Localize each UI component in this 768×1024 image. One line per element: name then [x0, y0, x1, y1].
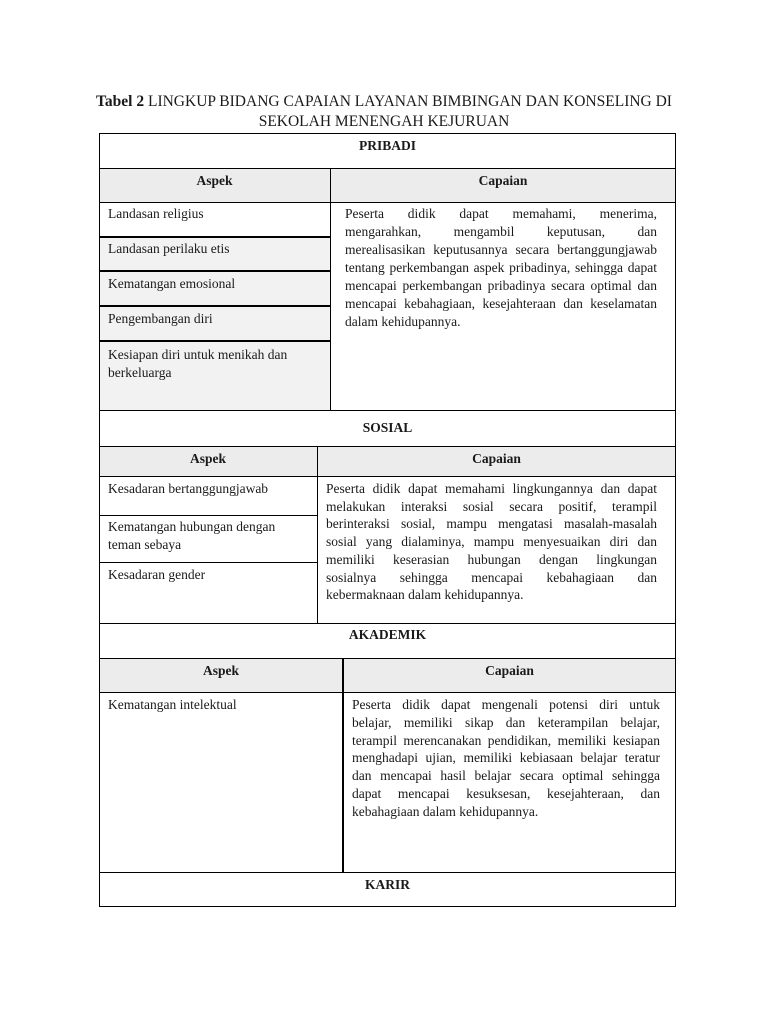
aspek-column-header: Aspek	[189, 451, 226, 466]
aspek-item: Kesiapan diri untuk menikah dan berkeluarga	[108, 347, 288, 380]
column-divider-akademik	[342, 658, 344, 872]
column-divider-pribadi	[330, 168, 331, 410]
capaian-line: terampil merencanakan pendidikan, memiliki kesiapan	[352, 732, 660, 748]
capaian-text-akademik	[352, 696, 660, 821]
column-divider-sosial	[317, 446, 318, 623]
section-title-pribadi: PRIBADI	[358, 138, 416, 153]
aspek-item: Landasan perilaku etis	[108, 241, 230, 256]
aspek-item: Kesadaran bertanggungjawab	[108, 481, 269, 496]
capaian-line: belajar, memiliki sikap dan keterampilan belajar,	[352, 714, 660, 730]
capaian-line: memiliki keserasian hubungan dengan lingkungan	[326, 551, 657, 567]
capaian-line: Peserta didik dapat memahami, menerima,	[345, 206, 657, 221]
capaian-line: mencapai perkembangan pribadinya secara optimal dan	[345, 278, 657, 293]
aspek-item: Landasan religius	[108, 206, 204, 221]
capaian-column-header: Capaian	[485, 663, 534, 678]
capaian-line: sosialnya sehingga mencapai kebahagiaan dan	[326, 569, 657, 585]
capaian-line: sosial yang dialaminya, mampu menyesuaikan diri dan	[326, 534, 657, 550]
capaian-line: melakukan interaksi sosial secara positif, terampil	[326, 498, 657, 514]
capaian-line: berinteraksi sosial, mampu mengatasi masalah-masalah	[326, 516, 657, 532]
section-title-akademik: AKADEMIK	[348, 627, 427, 642]
section-title-karir: KARIR	[364, 877, 410, 892]
row-divider	[99, 410, 676, 411]
capaian-line: mengarahkan, mengambil keputusan, dan	[345, 224, 657, 239]
capaian-column-header: Capaian	[472, 451, 521, 466]
row-divider	[99, 476, 676, 477]
table-number: Tabel 2	[96, 93, 145, 110]
capaian-text-pribadi	[345, 205, 657, 331]
row-divider	[99, 658, 676, 659]
aspek-item: Kesadaran gender	[108, 567, 206, 582]
aspek-cell-divider	[99, 236, 330, 238]
row-divider	[99, 202, 676, 203]
row-divider	[99, 446, 676, 447]
capaian-text-sosial	[326, 480, 657, 604]
table-caption-text: LINGKUP BIDANG CAPAIAN LAYANAN BIMBINGAN DAN KONSELING DI	[147, 93, 672, 110]
capaian-line: kebahagiaan dalam kehidupannya.	[352, 803, 539, 819]
aspek-item: Kematangan intelektual	[108, 697, 237, 712]
aspek-cell-divider	[99, 270, 330, 272]
aspek-column-header: Aspek	[196, 173, 233, 188]
capaian-line: Peserta didik dapat memahami lingkungannya dan dapat	[326, 481, 657, 496]
table-caption-line-1	[0, 92, 768, 112]
row-divider	[99, 692, 676, 693]
aspek-column-header: Aspek	[202, 663, 239, 678]
row-divider	[99, 623, 676, 624]
capaian-line: dalam kehidupannya.	[345, 314, 461, 329]
section-title-sosial: SOSIAL	[362, 420, 413, 435]
capaian-line: merealisasikan keputusannya secara bertanggungjawab	[345, 242, 657, 257]
capaian-line: mencapai kebahagiaan, kesejahteraan dan keselamatan	[345, 296, 657, 311]
capaian-line: Peserta didik dapat mengenali potensi diri untuk	[352, 697, 660, 712]
aspek-cell-divider	[99, 515, 317, 516]
aspek-cell-divider	[99, 562, 317, 563]
aspek-cell-divider	[99, 340, 330, 342]
capaian-line: menghadapi ujian, memiliki kebiasaan belajar teratur	[352, 750, 660, 766]
capaian-line: dan mencapai hasil belajar secara optimal sehingga	[352, 768, 660, 784]
table-caption-line-2: SEKOLAH MENENGAH KEJURUAN	[258, 113, 510, 130]
row-divider	[99, 872, 676, 873]
capaian-line: kebermaknaan dalam kehidupannya.	[326, 587, 524, 603]
aspek-item: Kematangan hubungan dengan teman sebaya	[108, 519, 276, 552]
aspek-cell-divider	[99, 305, 330, 307]
capaian-line: dapat mencapai kesuksesan, kesejahteraan, dan	[352, 785, 660, 801]
row-divider	[99, 168, 676, 169]
aspek-item: Pengembangan diri	[108, 311, 213, 326]
capaian-column-header: Capaian	[478, 173, 528, 188]
aspek-item: Kematangan emosional	[108, 276, 236, 291]
capaian-line: tentang perkembangan aspek pribadinya, sehingga dapat	[345, 260, 657, 275]
